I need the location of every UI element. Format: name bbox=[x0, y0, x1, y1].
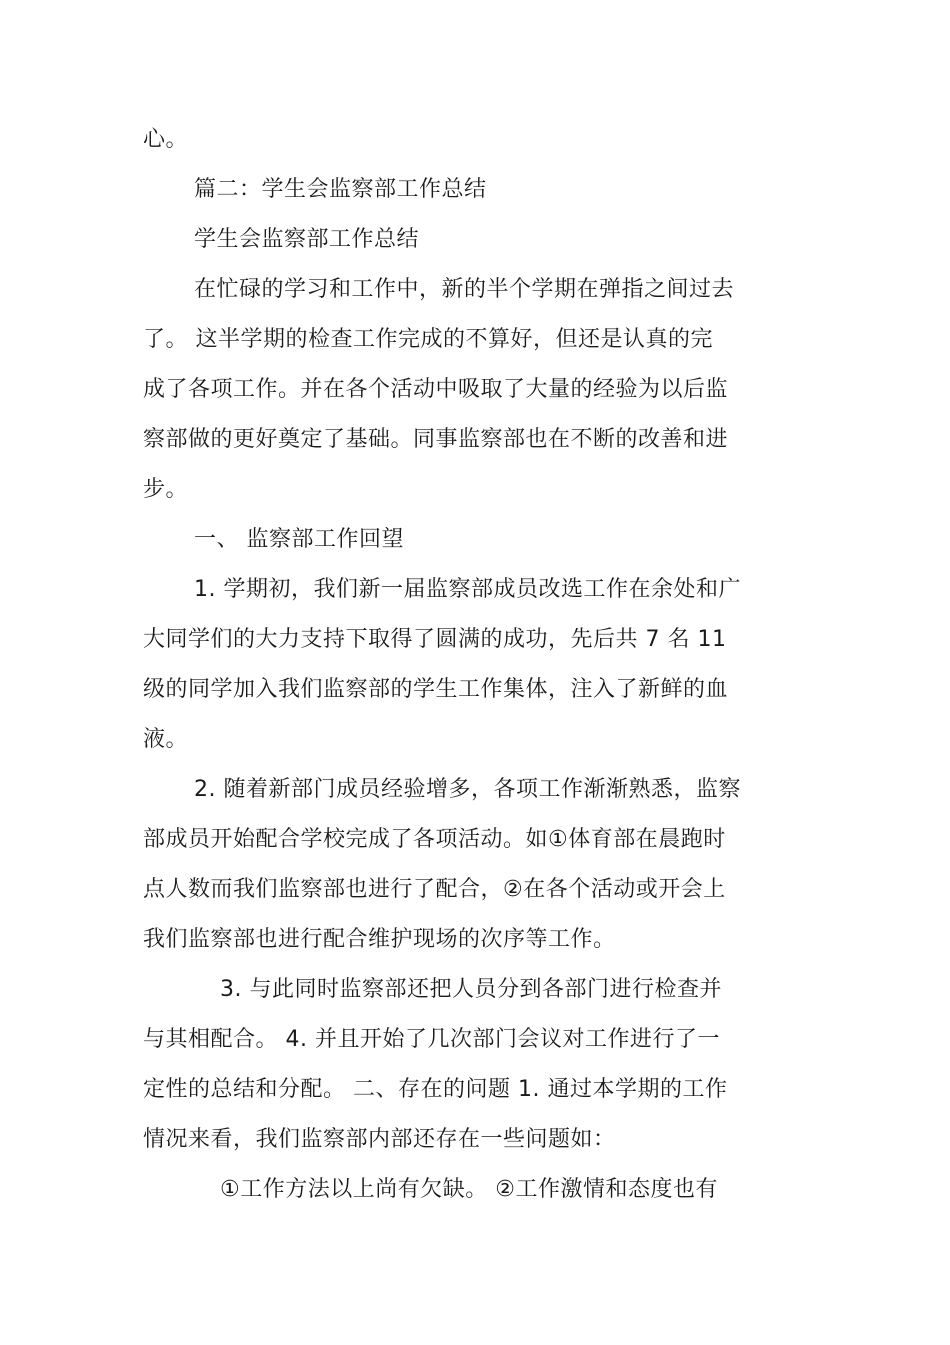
text-line-14: 2. 随着新部门成员经验增多，各项工作渐渐熟悉，监察 bbox=[194, 777, 741, 802]
text-line-21: 情况来看，我们监察部内部还存在一些问题如： bbox=[143, 1127, 616, 1152]
text-line-7: 察部做的更好奠定了基础。同事监察部也在不断的改善和进 bbox=[143, 427, 729, 452]
text-line-16: 点人数而我们监察部也进行了配合，②在各个活动或开会上 bbox=[143, 877, 726, 902]
document-title: 学生会监察部工作总结 bbox=[194, 227, 420, 252]
text-line-20: 定性的总结和分配。 二、存在的问题 1. 通过本学期的工作 bbox=[143, 1077, 728, 1102]
text-line-1: 心。 bbox=[143, 127, 189, 152]
text-line-13: 液。 bbox=[143, 727, 189, 752]
text-line-5: 了。 这半学期的检查工作完成的不算好，但还是认真的完 bbox=[143, 327, 713, 352]
text-line-18: 3. 与此同时监察部还把人员分到各部门进行检查并 bbox=[220, 977, 722, 1002]
subheading-review: 一、 监察部工作回望 bbox=[194, 527, 404, 552]
text-line-15: 部成员开始配合学校完成了各项活动。如①体育部在晨跑时 bbox=[143, 827, 726, 852]
section-heading: 篇二：学生会监察部工作总结 bbox=[194, 177, 487, 202]
text-line-8: 步。 bbox=[143, 477, 189, 502]
text-line-6: 成了各项工作。并在各个活动中吸取了大量的经验为以后监 bbox=[143, 377, 729, 402]
text-line-22: ①工作方法以上尚有欠缺。 ②工作激情和态度也有 bbox=[220, 1177, 718, 1202]
text-line-11: 大同学们的大力支持下取得了圆满的成功，先后共 7 名 11 bbox=[143, 627, 727, 652]
text-line-4: 在忙碌的学习和工作中，新的半个学期在弹指之间过去 bbox=[194, 277, 735, 302]
text-line-19: 与其相配合。 4. 并且开始了几次部门会议对工作进行了一 bbox=[143, 1027, 720, 1052]
text-line-12: 级的同学加入我们监察部的学生工作集体，注入了新鲜的血 bbox=[143, 677, 729, 702]
text-line-10: 1. 学期初，我们新一届监察部成员改选工作在余处和广 bbox=[194, 577, 741, 602]
text-line-17: 我们监察部也进行配合维护现场的次序等工作。 bbox=[143, 927, 616, 952]
